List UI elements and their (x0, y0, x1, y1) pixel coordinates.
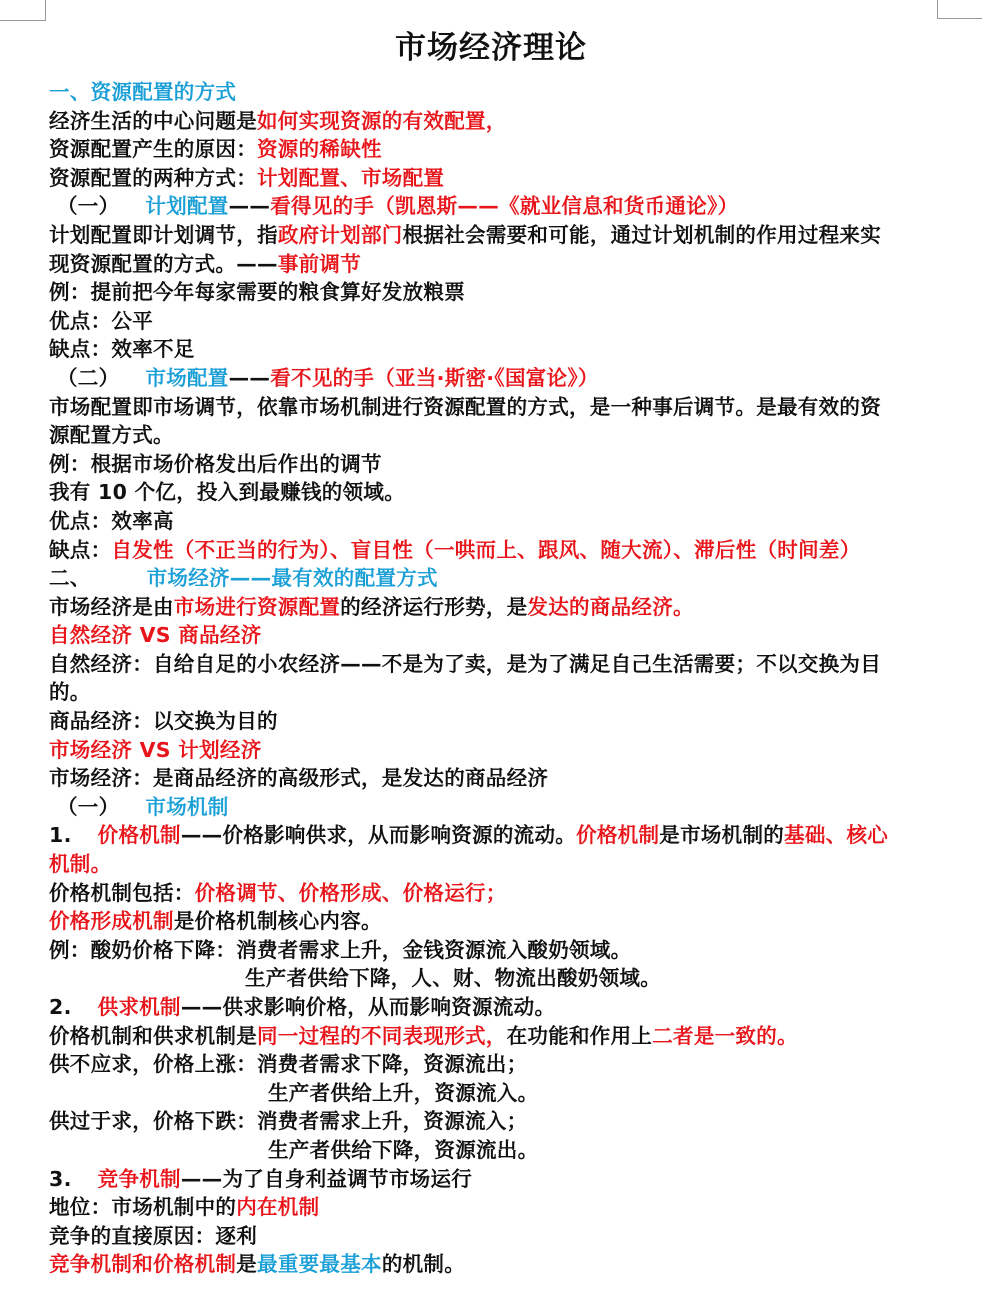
text-segment: 生产者供给下降，人、财、物流出酸奶领域。 (245, 966, 661, 991)
text-line (49, 650, 949, 679)
text-segment: 例：根据市场价格发出后作出的调节 (49, 451, 382, 476)
text-segment: （一） (57, 794, 120, 819)
text-line (49, 507, 949, 536)
text-segment: 供过于求，价格下跌：消费者需求上升，资源流入； (49, 1109, 528, 1134)
text-segment: 市场经济——最有效的配置方式 (146, 566, 438, 591)
text-segment: 例：酸奶价格下降：消费者需求上升，金钱资源流入酸奶领域。 (49, 937, 632, 962)
text-line (49, 250, 949, 279)
text-line (49, 707, 949, 736)
text-segment: 优点：效率高 (49, 508, 174, 533)
text-line (49, 421, 949, 450)
text-segment: 的经济运行形势，是 (340, 594, 528, 619)
comparison-heading (49, 621, 949, 650)
text-segment: ——供求影响价格，从而影响资源流动。 (180, 995, 556, 1019)
text-segment: 价格机制 (97, 823, 181, 848)
text-line (49, 936, 949, 965)
text-line (49, 393, 949, 422)
page-corner-mark-left (0, 0, 46, 21)
text-segment: 资源的稀缺性 (257, 137, 382, 162)
text-segment: —— (228, 194, 271, 219)
text-segment: ——为了自身利益调节市场运行 (180, 1166, 473, 1191)
text-line (49, 335, 949, 364)
text-segment: 资源配置产生的原因： (49, 137, 257, 162)
text-segment: 计划配置 (145, 194, 229, 219)
text-line (49, 907, 949, 936)
text-segment: 供不应求，价格上涨：消费者需求下降，资源流出； (49, 1052, 528, 1077)
text-line (49, 1050, 949, 1079)
text-segment: 价格机制包括： (49, 880, 195, 905)
text-line (49, 450, 949, 479)
text-segment: 机制。 (49, 852, 112, 877)
text-line (49, 1107, 949, 1136)
text-segment: 生产者供给上升，资源流入。 (268, 1080, 539, 1105)
text-segment: 我有 10 个亿，投入到最赚钱的领域。 (49, 480, 406, 505)
numbered-item-3 (49, 1165, 949, 1194)
document-title: 市场经济理论 (395, 30, 587, 66)
text-line (49, 278, 949, 307)
text-line (49, 164, 949, 193)
text-segment: （二） (57, 365, 120, 390)
text-segment: 价格机制和供求机制是 (49, 1023, 257, 1048)
text-segment: 竞争机制 (97, 1166, 181, 1191)
text-line (49, 1193, 949, 1222)
text-segment: 内在机制 (236, 1195, 320, 1220)
text-segment: 价格机制 (576, 823, 660, 848)
text-segment: 是市场机制的 (659, 823, 785, 848)
text-segment: 是 (236, 1252, 258, 1277)
text-line (49, 135, 949, 164)
text-segment: 市场经济 VS 计划经济 (49, 737, 262, 762)
numbered-item-1 (49, 821, 949, 850)
text-segment: 3. (49, 1166, 72, 1191)
text-segment: 看不见的手（亚当·斯密·《国富论》） (270, 365, 599, 390)
section-heading-2 (49, 564, 949, 593)
text-line (49, 1022, 949, 1051)
text-segment: 优点：公平 (49, 308, 153, 333)
text-segment: 缺点：效率不足 (49, 337, 195, 362)
text-segment: 的。 (49, 680, 91, 705)
text-line (49, 764, 949, 793)
text-line (49, 1079, 949, 1108)
text-segment: 政府计划部门 (277, 222, 403, 247)
text-segment: 在功能和作用上 (506, 1023, 653, 1048)
text-segment: 市场经济：是商品经济的高级形式，是发达的商品经济 (49, 766, 549, 791)
text-line (49, 536, 949, 565)
text-segment: 竞争机制和价格机制 (49, 1252, 237, 1277)
text-segment: 商品经济：以交换为目的 (49, 709, 278, 734)
text-segment: 计划配置、市场配置 (257, 165, 445, 190)
text-segment: 市场机制 (145, 794, 229, 819)
text-line (49, 307, 949, 336)
text-segment: 市场配置 (145, 365, 229, 390)
text-segment: 同一过程的不同表现形式， (257, 1023, 507, 1048)
text-line (49, 593, 949, 622)
text-segment: 如何实现资源的有效配置， (257, 108, 507, 133)
text-line (49, 1250, 949, 1279)
text-segment: 看得见的手（凯恩斯——《就业信息和货币通论》） (270, 194, 739, 219)
text-segment: 生产者供给下降，资源流出。 (268, 1137, 539, 1162)
text-segment: 二者是一致的。 (652, 1023, 798, 1048)
text-segment: 的机制。 (381, 1252, 466, 1277)
text-line (49, 107, 949, 136)
text-segment: 地位：市场机制中的 (49, 1195, 237, 1220)
text-segment: 市场配置即市场调节，依靠市场机制进行资源配置的方式，是一种事后调节。是最有效的资 (49, 394, 881, 419)
text-segment: 自然经济 VS 商品经济 (49, 623, 262, 648)
text-segment: 最重要最基本 (257, 1252, 382, 1277)
text-segment: 是价格机制核心内容。 (173, 909, 382, 934)
numbered-item-2 (49, 993, 949, 1022)
text-segment: —— (228, 365, 271, 390)
comparison-heading (49, 736, 949, 765)
text-line (49, 221, 949, 250)
subsection-heading-market (49, 364, 949, 393)
text-segment: 根据社会需要和可能，通过计划机制的作用过程来实 (402, 222, 882, 247)
text-line (49, 1136, 949, 1165)
subsection-heading-planned (49, 192, 949, 221)
text-line (49, 1222, 949, 1251)
text-segment: 现资源配置的方式。—— (49, 251, 278, 276)
text-segment: （一） (57, 194, 120, 219)
text-segment: 基础、核心 (784, 823, 889, 848)
text-segment: 源配置方式。 (49, 423, 174, 448)
text-segment: 二、 (49, 566, 91, 591)
text-segment: 2. (49, 995, 72, 1019)
document-body (49, 78, 949, 1279)
text-segment: 市场进行资源配置 (173, 594, 341, 619)
text-segment: 经济生活的中心问题是 (49, 108, 257, 133)
text-segment: 计划配置即计划调节，指 (49, 222, 278, 247)
page-corner-mark-right (937, 0, 982, 19)
text-line (49, 964, 949, 993)
text-segment: 发达的商品经济。 (527, 594, 694, 619)
text-segment: 自发性（不正当的行为）、盲目性（一哄而上、跟风、随大流）、滞后性（时间差） (111, 537, 861, 562)
text-line (49, 678, 949, 707)
text-segment: 1. (49, 823, 72, 848)
text-segment: 一、资源配置的方式 (49, 80, 237, 104)
text-segment: 事前调节 (277, 251, 362, 276)
text-line (49, 879, 949, 908)
text-segment: 竞争的直接原因：逐利 (49, 1223, 257, 1248)
text-segment: 价格形成机制 (49, 909, 174, 934)
text-segment: 供求机制 (97, 995, 181, 1019)
text-line (49, 478, 949, 507)
text-segment: 价格调节、价格形成、价格运行； (194, 880, 507, 905)
text-segment: 缺点： (49, 537, 112, 562)
text-segment: 例：提前把今年每家需要的粮食算好发放粮票 (49, 280, 465, 305)
text-segment: ——价格影响供求，从而影响资源的流动。 (180, 823, 577, 848)
text-segment: 自然经济：自给自足的小农经济——不是为了卖，是为了满足自己生活需要；不以交换为目 (49, 651, 881, 676)
text-segment: 资源配置的两种方式： (49, 165, 257, 190)
text-line (49, 850, 949, 879)
text-segment: 市场经济是由 (49, 594, 174, 619)
section-heading-1 (49, 78, 949, 107)
subsection-heading-mechanism (49, 793, 949, 822)
